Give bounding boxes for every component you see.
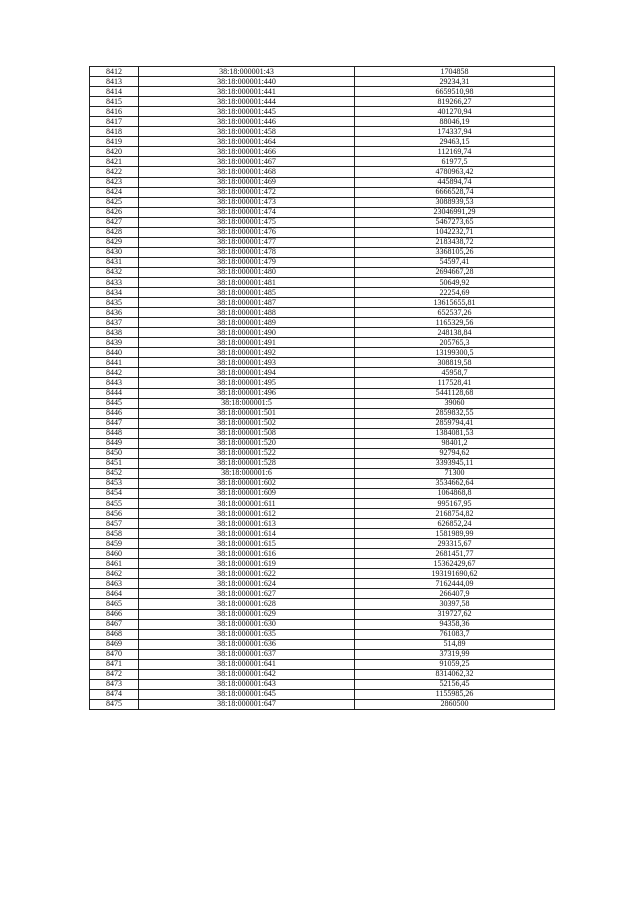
value-cell: 205765,3 <box>355 338 555 348</box>
value-cell: 2694667,28 <box>355 267 555 277</box>
cadastral-number-cell: 38:18:000001:508 <box>139 428 355 438</box>
row-number-cell: 8435 <box>90 298 139 308</box>
cadastral-number-cell: 38:18:000001:642 <box>139 669 355 679</box>
table-row <box>90 388 555 398</box>
value-cell: 3393945,11 <box>355 458 555 468</box>
table-row <box>90 308 555 318</box>
cadastral-number-cell: 38:18:000001:630 <box>139 619 355 629</box>
cadastral-number-cell: 38:18:000001:446 <box>139 117 355 127</box>
row-number-cell: 8450 <box>90 448 139 458</box>
value-cell: 761083,7 <box>355 629 555 639</box>
row-number-cell: 8438 <box>90 328 139 338</box>
value-cell: 54597,41 <box>355 257 555 267</box>
row-number-cell: 8422 <box>90 167 139 177</box>
value-cell: 5467273,65 <box>355 217 555 227</box>
row-number-cell: 8457 <box>90 519 139 529</box>
cadastral-number-cell: 38:18:000001:611 <box>139 499 355 509</box>
table-row <box>90 187 555 197</box>
table-row <box>90 288 555 298</box>
table-row <box>90 87 555 97</box>
row-number-cell: 8474 <box>90 689 139 699</box>
table-row <box>90 298 555 308</box>
value-cell: 15362429,67 <box>355 559 555 569</box>
cadastral-number-cell: 38:18:000001:645 <box>139 689 355 699</box>
table-row <box>90 197 555 207</box>
cadastral-number-cell: 38:18:000001:609 <box>139 488 355 498</box>
value-cell: 117528,41 <box>355 378 555 388</box>
table-row <box>90 167 555 177</box>
table-row <box>90 609 555 619</box>
row-number-cell: 8453 <box>90 478 139 488</box>
cadastral-number-cell: 38:18:000001:444 <box>139 97 355 107</box>
cadastral-number-cell: 38:18:000001:522 <box>139 448 355 458</box>
value-cell: 91059,25 <box>355 659 555 669</box>
value-cell: 248138,84 <box>355 328 555 338</box>
cadastral-number-cell: 38:18:000001:488 <box>139 308 355 318</box>
table-row <box>90 579 555 589</box>
cadastral-number-cell: 38:18:000001:622 <box>139 569 355 579</box>
table-row <box>90 348 555 358</box>
value-cell: 13199300,5 <box>355 348 555 358</box>
value-cell: 50649,92 <box>355 277 555 287</box>
cadastral-number-cell: 38:18:000001:614 <box>139 529 355 539</box>
value-cell: 819266,27 <box>355 97 555 107</box>
table-row <box>90 418 555 428</box>
row-number-cell: 8458 <box>90 529 139 539</box>
table-row <box>90 569 555 579</box>
cadastral-number-cell: 38:18:000001:520 <box>139 438 355 448</box>
value-cell: 3368105,26 <box>355 247 555 257</box>
row-number-cell: 8425 <box>90 197 139 207</box>
value-cell: 52156,45 <box>355 679 555 689</box>
cadastral-number-cell: 38:18:000001:472 <box>139 187 355 197</box>
table-row <box>90 267 555 277</box>
table-row <box>90 227 555 237</box>
cadastral-number-cell: 38:18:000001:628 <box>139 599 355 609</box>
value-cell: 319727,62 <box>355 609 555 619</box>
cadastral-number-cell: 38:18:000001:485 <box>139 288 355 298</box>
value-cell: 29234,31 <box>355 77 555 87</box>
table-row <box>90 519 555 529</box>
table-row <box>90 448 555 458</box>
table-row <box>90 549 555 559</box>
row-number-cell: 8428 <box>90 227 139 237</box>
cadastral-number-cell: 38:18:000001:496 <box>139 388 355 398</box>
table-row <box>90 177 555 187</box>
row-number-cell: 8446 <box>90 408 139 418</box>
cadastral-number-cell: 38:18:000001:445 <box>139 107 355 117</box>
table-row <box>90 649 555 659</box>
cadastral-number-cell: 38:18:000001:624 <box>139 579 355 589</box>
value-cell: 6659510,98 <box>355 87 555 97</box>
value-cell: 45958,7 <box>355 368 555 378</box>
cadastral-number-cell: 38:18:000001:643 <box>139 679 355 689</box>
row-number-cell: 8414 <box>90 87 139 97</box>
table-row <box>90 619 555 629</box>
table-row <box>90 398 555 408</box>
row-number-cell: 8416 <box>90 107 139 117</box>
cadastral-number-cell: 38:18:000001:490 <box>139 328 355 338</box>
table-row <box>90 318 555 328</box>
value-cell: 29463,15 <box>355 137 555 147</box>
value-cell: 30397,58 <box>355 599 555 609</box>
value-cell: 37319,99 <box>355 649 555 659</box>
cadastral-number-cell: 38:18:000001:615 <box>139 539 355 549</box>
value-cell: 7162444,09 <box>355 579 555 589</box>
table-row <box>90 157 555 167</box>
cadastral-number-cell: 38:18:000001:458 <box>139 127 355 137</box>
cadastral-number-cell: 38:18:000001:468 <box>139 167 355 177</box>
row-number-cell: 8421 <box>90 157 139 167</box>
cadastral-number-cell: 38:18:000001:43 <box>139 67 355 77</box>
cadastral-number-cell: 38:18:000001:602 <box>139 478 355 488</box>
value-cell: 39060 <box>355 398 555 408</box>
cadastral-number-cell: 38:18:000001:469 <box>139 177 355 187</box>
row-number-cell: 8415 <box>90 97 139 107</box>
cadastral-number-cell: 38:18:000001:473 <box>139 197 355 207</box>
table-row <box>90 428 555 438</box>
row-number-cell: 8445 <box>90 398 139 408</box>
table-row <box>90 257 555 267</box>
value-cell: 71300 <box>355 468 555 478</box>
value-cell: 1064868,8 <box>355 488 555 498</box>
row-number-cell: 8412 <box>90 67 139 77</box>
table-row <box>90 589 555 599</box>
cadastral-number-cell: 38:18:000001:440 <box>139 77 355 87</box>
cadastral-number-cell: 38:18:000001:481 <box>139 277 355 287</box>
value-cell: 6666528,74 <box>355 187 555 197</box>
cadastral-number-cell: 38:18:000001:616 <box>139 549 355 559</box>
value-cell: 112169,74 <box>355 147 555 157</box>
row-number-cell: 8452 <box>90 468 139 478</box>
cadastral-number-cell: 38:18:000001:6 <box>139 468 355 478</box>
value-cell: 652537,26 <box>355 308 555 318</box>
table-row <box>90 207 555 217</box>
row-number-cell: 8444 <box>90 388 139 398</box>
cadastral-number-cell: 38:18:000001:619 <box>139 559 355 569</box>
row-number-cell: 8462 <box>90 569 139 579</box>
cadastral-number-cell: 38:18:000001:489 <box>139 318 355 328</box>
table-row <box>90 559 555 569</box>
row-number-cell: 8455 <box>90 499 139 509</box>
value-cell: 1704858 <box>355 67 555 77</box>
cadastral-number-cell: 38:18:000001:612 <box>139 509 355 519</box>
cadastral-number-cell: 38:18:000001:464 <box>139 137 355 147</box>
cadastral-number-cell: 38:18:000001:627 <box>139 589 355 599</box>
row-number-cell: 8423 <box>90 177 139 187</box>
row-number-cell: 8456 <box>90 509 139 519</box>
cadastral-number-cell: 38:18:000001:528 <box>139 458 355 468</box>
table-row <box>90 499 555 509</box>
table-row <box>90 117 555 127</box>
row-number-cell: 8440 <box>90 348 139 358</box>
row-number-cell: 8463 <box>90 579 139 589</box>
row-number-cell: 8472 <box>90 669 139 679</box>
row-number-cell: 8439 <box>90 338 139 348</box>
value-cell: 514,89 <box>355 639 555 649</box>
cadastral-number-cell: 38:18:000001:501 <box>139 408 355 418</box>
value-cell: 293315,67 <box>355 539 555 549</box>
value-cell: 1384081,53 <box>355 428 555 438</box>
table-row <box>90 438 555 448</box>
row-number-cell: 8437 <box>90 318 139 328</box>
row-number-cell: 8465 <box>90 599 139 609</box>
table-row <box>90 67 555 77</box>
table-row <box>90 408 555 418</box>
row-number-cell: 8471 <box>90 659 139 669</box>
row-number-cell: 8469 <box>90 639 139 649</box>
table-row <box>90 509 555 519</box>
table-row <box>90 458 555 468</box>
cadastral-number-cell: 38:18:000001:641 <box>139 659 355 669</box>
cadastral-number-cell: 38:18:000001:478 <box>139 247 355 257</box>
row-number-cell: 8436 <box>90 308 139 318</box>
value-cell: 1155985,26 <box>355 689 555 699</box>
row-number-cell: 8451 <box>90 458 139 468</box>
table-row <box>90 699 555 709</box>
row-number-cell: 8441 <box>90 358 139 368</box>
value-cell: 1165329,56 <box>355 318 555 328</box>
value-cell: 1042232,71 <box>355 227 555 237</box>
value-cell: 2860500 <box>355 699 555 709</box>
value-cell: 308819,58 <box>355 358 555 368</box>
cadastral-number-cell: 38:18:000001:613 <box>139 519 355 529</box>
row-number-cell: 8448 <box>90 428 139 438</box>
row-number-cell: 8470 <box>90 649 139 659</box>
value-cell: 193191690,62 <box>355 569 555 579</box>
row-number-cell: 8418 <box>90 127 139 137</box>
cadastral-number-cell: 38:18:000001:491 <box>139 338 355 348</box>
table-row <box>90 539 555 549</box>
value-cell: 2859794,41 <box>355 418 555 428</box>
table-row <box>90 358 555 368</box>
table-row <box>90 689 555 699</box>
cadastral-number-cell: 38:18:000001:493 <box>139 358 355 368</box>
value-cell: 22254,69 <box>355 288 555 298</box>
row-number-cell: 8419 <box>90 137 139 147</box>
value-cell: 266407,9 <box>355 589 555 599</box>
row-number-cell: 8464 <box>90 589 139 599</box>
row-number-cell: 8430 <box>90 247 139 257</box>
row-number-cell: 8431 <box>90 257 139 267</box>
value-cell: 174337,94 <box>355 127 555 137</box>
table-row <box>90 127 555 137</box>
row-number-cell: 8426 <box>90 207 139 217</box>
value-cell: 1581989,99 <box>355 529 555 539</box>
table-body <box>90 67 555 710</box>
value-cell: 4780963,42 <box>355 167 555 177</box>
cadastral-number-cell: 38:18:000001:474 <box>139 207 355 217</box>
row-number-cell: 8424 <box>90 187 139 197</box>
row-number-cell: 8443 <box>90 378 139 388</box>
cadastral-number-cell: 38:18:000001:475 <box>139 217 355 227</box>
value-cell: 23046991,29 <box>355 207 555 217</box>
value-cell: 61977,5 <box>355 157 555 167</box>
value-cell: 2859832,55 <box>355 408 555 418</box>
row-number-cell: 8466 <box>90 609 139 619</box>
row-number-cell: 8459 <box>90 539 139 549</box>
table-row <box>90 629 555 639</box>
table-row <box>90 97 555 107</box>
cadastral-number-cell: 38:18:000001:629 <box>139 609 355 619</box>
value-cell: 98401,2 <box>355 438 555 448</box>
value-cell: 8314062,32 <box>355 669 555 679</box>
row-number-cell: 8460 <box>90 549 139 559</box>
table-row <box>90 338 555 348</box>
table-row <box>90 147 555 157</box>
cadastral-number-cell: 38:18:000001:492 <box>139 348 355 358</box>
cadastral-number-cell: 38:18:000001:494 <box>139 368 355 378</box>
table-row <box>90 529 555 539</box>
table-row <box>90 488 555 498</box>
cadastral-number-cell: 38:18:000001:480 <box>139 267 355 277</box>
table-row <box>90 478 555 488</box>
table-row <box>90 639 555 649</box>
table-row <box>90 328 555 338</box>
row-number-cell: 8433 <box>90 277 139 287</box>
value-cell: 3088939,53 <box>355 197 555 207</box>
cadastral-number-cell: 38:18:000001:441 <box>139 87 355 97</box>
cadastral-number-cell: 38:18:000001:5 <box>139 398 355 408</box>
table-row <box>90 107 555 117</box>
row-number-cell: 8413 <box>90 77 139 87</box>
row-number-cell: 8461 <box>90 559 139 569</box>
row-number-cell: 8449 <box>90 438 139 448</box>
cadastral-number-cell: 38:18:000001:636 <box>139 639 355 649</box>
value-cell: 626852,24 <box>355 519 555 529</box>
cadastral-number-cell: 38:18:000001:502 <box>139 418 355 428</box>
table-row <box>90 599 555 609</box>
value-cell: 2183438,72 <box>355 237 555 247</box>
cadastral-value-table <box>89 66 555 710</box>
value-cell: 3534662,64 <box>355 478 555 488</box>
table-row <box>90 679 555 689</box>
table-row <box>90 669 555 679</box>
table-row <box>90 368 555 378</box>
cadastral-number-cell: 38:18:000001:495 <box>139 378 355 388</box>
cadastral-number-cell: 38:18:000001:467 <box>139 157 355 167</box>
row-number-cell: 8434 <box>90 288 139 298</box>
table-row <box>90 659 555 669</box>
cadastral-number-cell: 38:18:000001:635 <box>139 629 355 639</box>
table-row <box>90 77 555 87</box>
value-cell: 92794,62 <box>355 448 555 458</box>
cadastral-number-cell: 38:18:000001:637 <box>139 649 355 659</box>
cadastral-number-cell: 38:18:000001:479 <box>139 257 355 267</box>
row-number-cell: 8468 <box>90 629 139 639</box>
table-row <box>90 237 555 247</box>
value-cell: 2681451,77 <box>355 549 555 559</box>
row-number-cell: 8467 <box>90 619 139 629</box>
value-cell: 401270,94 <box>355 107 555 117</box>
row-number-cell: 8442 <box>90 368 139 378</box>
value-cell: 94358,36 <box>355 619 555 629</box>
row-number-cell: 8454 <box>90 488 139 498</box>
value-cell: 13615655,81 <box>355 298 555 308</box>
table-row <box>90 247 555 257</box>
row-number-cell: 8429 <box>90 237 139 247</box>
row-number-cell: 8427 <box>90 217 139 227</box>
cadastral-number-cell: 38:18:000001:487 <box>139 298 355 308</box>
row-number-cell: 8473 <box>90 679 139 689</box>
row-number-cell: 8417 <box>90 117 139 127</box>
table-row <box>90 137 555 147</box>
value-cell: 2168754,82 <box>355 509 555 519</box>
table-row <box>90 217 555 227</box>
row-number-cell: 8447 <box>90 418 139 428</box>
value-cell: 445894,74 <box>355 177 555 187</box>
table-row <box>90 378 555 388</box>
row-number-cell: 8475 <box>90 699 139 709</box>
cadastral-number-cell: 38:18:000001:476 <box>139 227 355 237</box>
cadastral-number-cell: 38:18:000001:477 <box>139 237 355 247</box>
cadastral-number-cell: 38:18:000001:466 <box>139 147 355 157</box>
cadastral-number-cell: 38:18:000001:647 <box>139 699 355 709</box>
value-cell: 5441128,68 <box>355 388 555 398</box>
table-row <box>90 468 555 478</box>
row-number-cell: 8432 <box>90 267 139 277</box>
value-cell: 995167,95 <box>355 499 555 509</box>
value-cell: 88046,19 <box>355 117 555 127</box>
row-number-cell: 8420 <box>90 147 139 157</box>
table-row <box>90 277 555 287</box>
